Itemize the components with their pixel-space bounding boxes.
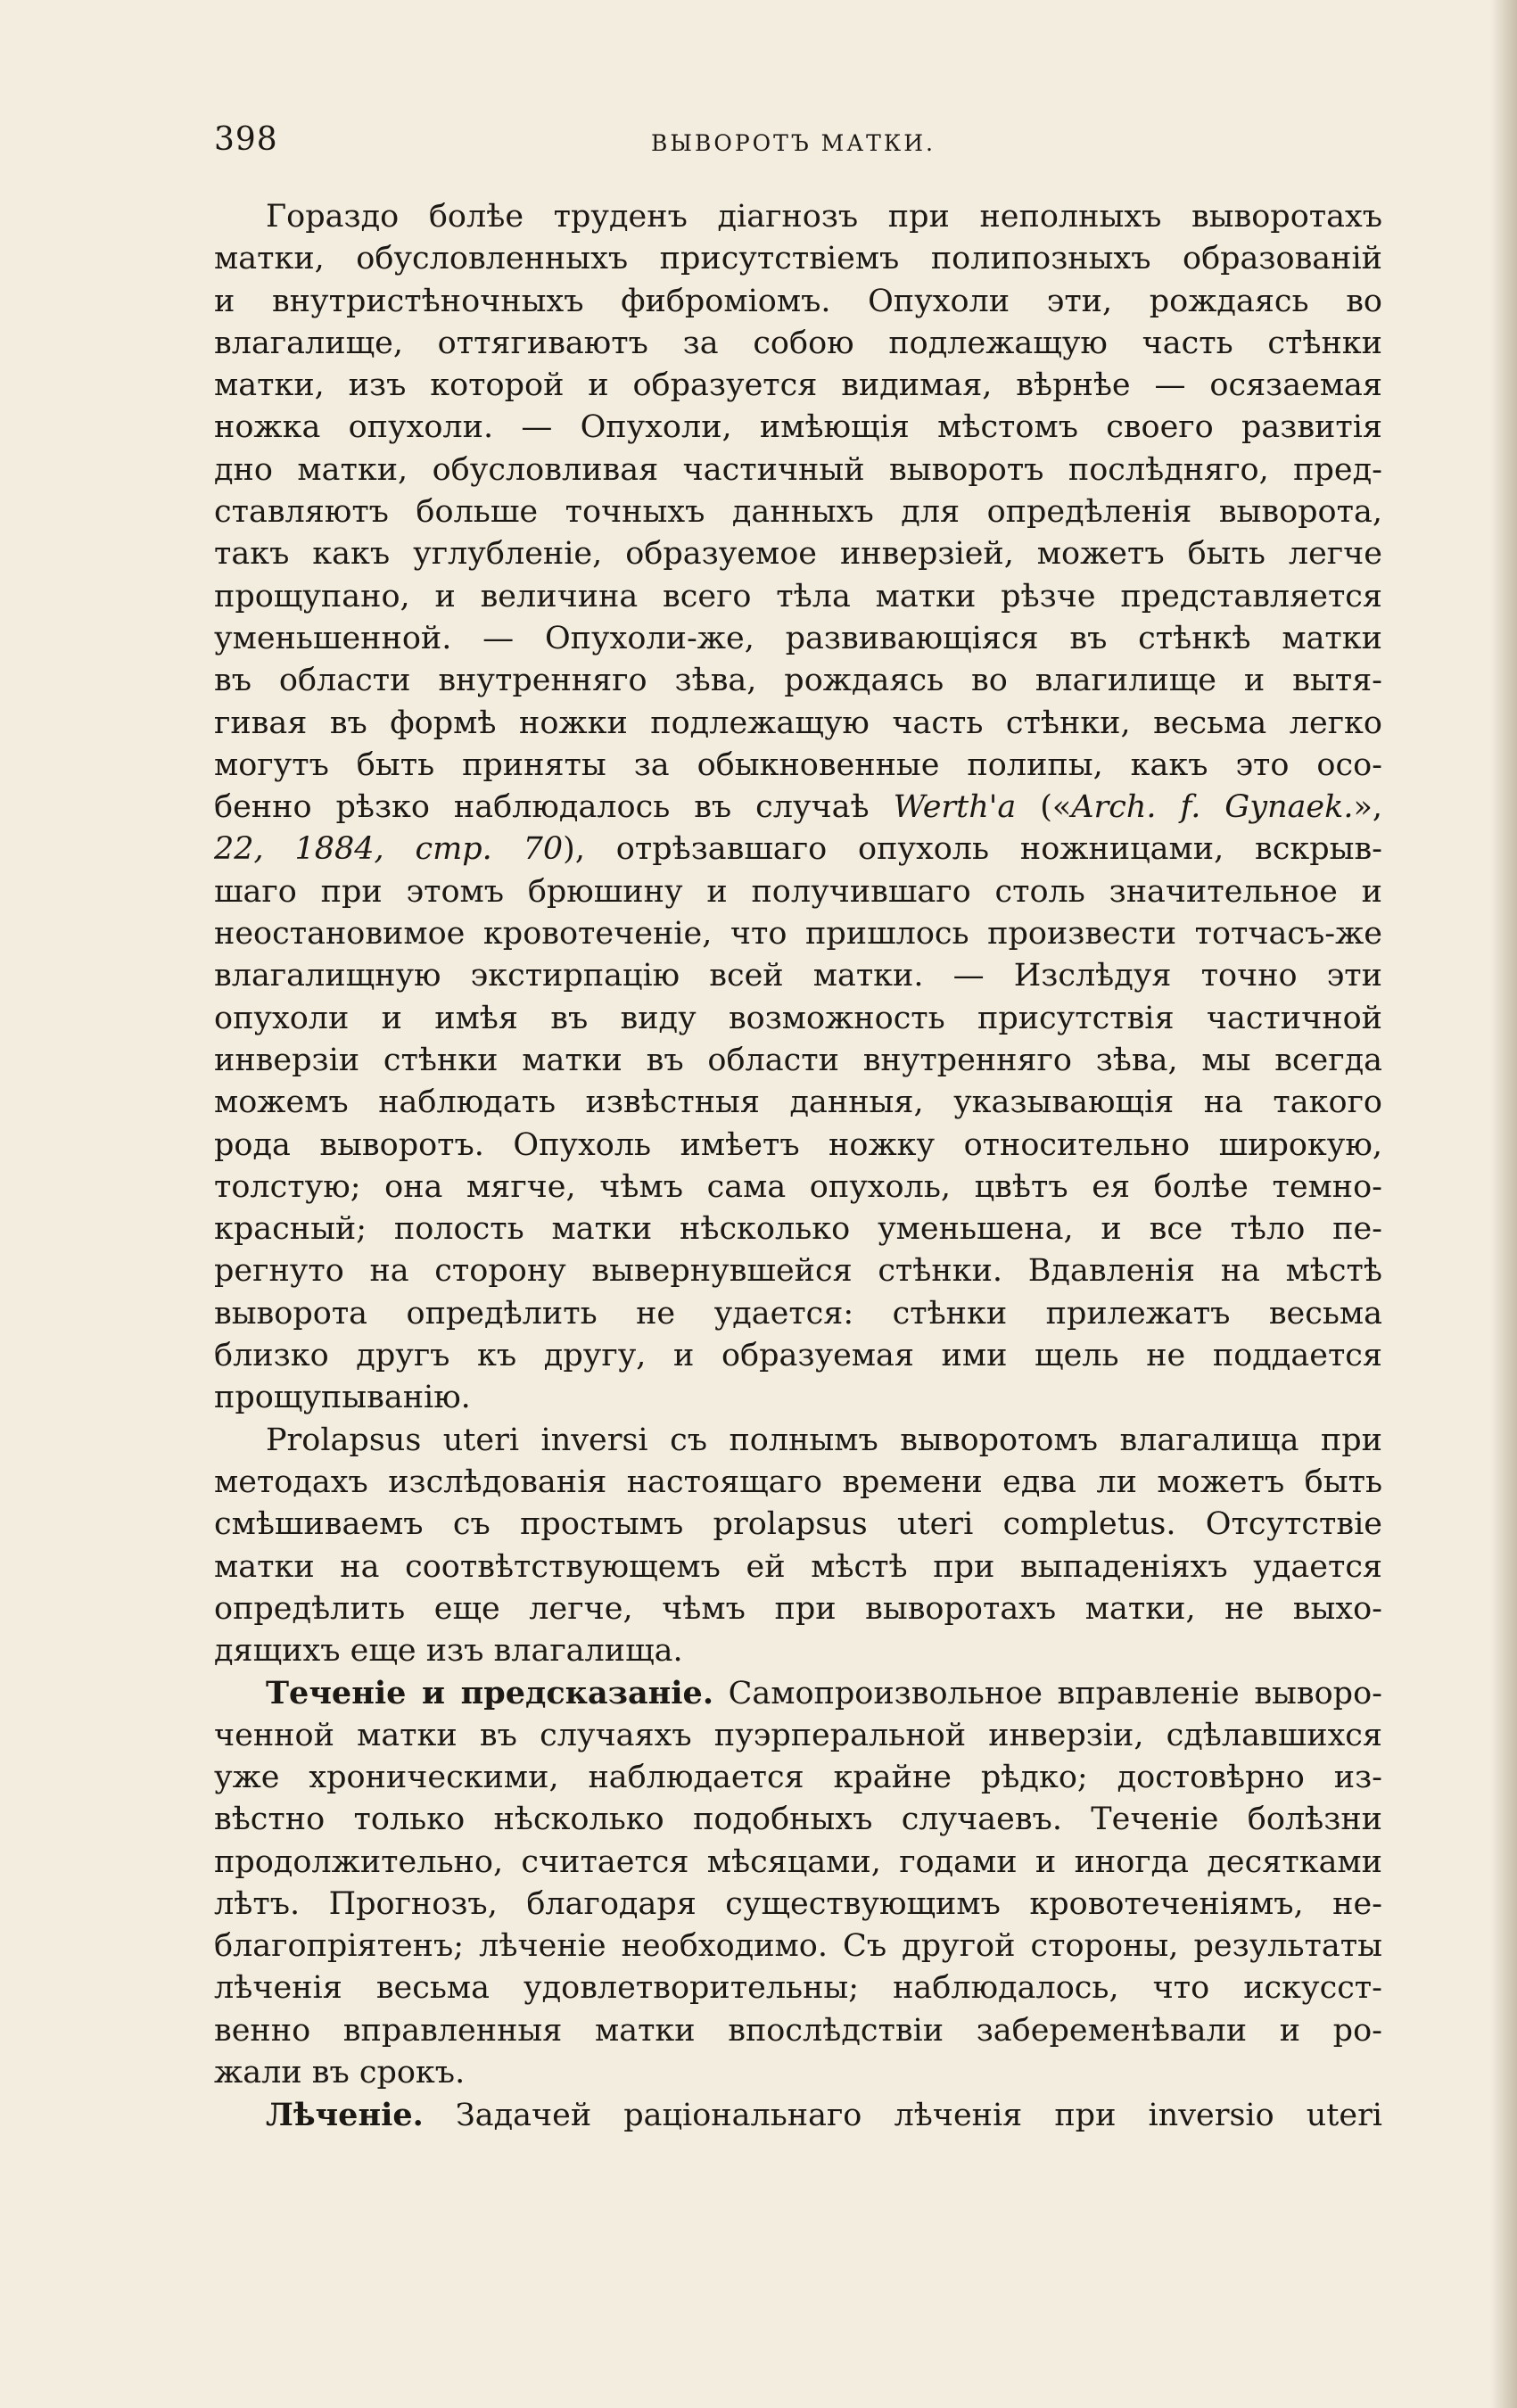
text-line-citation xyxy=(214,787,1382,829)
text-line: въ области внутренняго зѣва, рождаясь во влагилище и вытя- xyxy=(214,663,1382,699)
author-name: Werth'a xyxy=(893,789,1017,826)
text-line: Prolapsus uteri inversi съ полнымъ выворотомъ влагалища при xyxy=(266,1422,1382,1458)
text-line: влагалищную экстирпацію всей матки. — Изслѣдуя точно эти xyxy=(214,958,1382,994)
citation-open: (« xyxy=(1016,789,1072,826)
citation-line-rest: ), отрѣзавшаго опухоль ножницами, вскрыв- xyxy=(563,831,1383,868)
paragraph-start: Самопроизвольное вправленіе вывoро- xyxy=(713,1676,1382,1712)
text-line: жали въ срокъ. xyxy=(214,2055,466,2091)
text-line: инверзіи стѣнки матки въ области внутренняго зѣва, мы всегда xyxy=(214,1042,1382,1078)
citation-close: », xyxy=(1353,789,1382,826)
text-line: методахъ изслѣдованія настоящаго времени едва ли можетъ быть xyxy=(214,1464,1382,1500)
text-line: ставляютъ больше точныхъ данныхъ для опредѣленія выворота, xyxy=(214,494,1382,531)
text-line: можемъ наблюдать извѣстныя данныя, указывающія на такого xyxy=(214,1084,1382,1121)
section-heading-course: Теченіе и предсказаніе. xyxy=(266,1675,713,1712)
text-line: уже хроническими, наблюдается крайне рѣдко; достовѣрно из- xyxy=(214,1759,1382,1795)
text-line: неостановимое кровотеченіе, что пришлось произвести тотчасъ-же xyxy=(214,916,1382,952)
text-line: прощупано, и величина всего тѣла матки рѣзче представляется xyxy=(214,578,1382,614)
text-line: благопріятенъ; лѣченіе необходимо. Съ другой стороны, результаты xyxy=(214,1928,1382,1965)
text-line: влагалище, оттягиваютъ за собою подлежащую часть стѣнки xyxy=(214,325,1382,361)
section-heading-treatment: Лѣченіе. xyxy=(266,2097,424,2134)
page-header xyxy=(214,121,1373,166)
text-line: Гораздо болѣе труденъ діагнозъ при неполныхъ выворотахъ xyxy=(266,199,1382,235)
text-line: дно матки, обусловливая частичный выворотъ послѣдняго, пред- xyxy=(214,451,1382,488)
text-line: вѣстно только нѣсколько подобныхъ случаевъ. Теченіе болѣзни xyxy=(214,1802,1382,1838)
text-line: венно вправленныя матки впослѣдствіи забеременѣвали и ро- xyxy=(214,2012,1382,2049)
text-line: рода выворотъ. Опухоль имѣетъ ножку относительно широкую, xyxy=(214,1126,1382,1163)
text-line-citation-2 xyxy=(214,829,1382,870)
text-line: гивая въ формѣ ножки подлежащую часть стѣнки, весьма легко xyxy=(214,705,1382,741)
text-line: продолжительно, считается мѣсяцами, годами и иногда десятками xyxy=(214,1843,1382,1880)
text-line: матки, обусловленныхъ присутствіемъ полипозныхъ образованій xyxy=(214,241,1382,277)
text-line: шаго при этомъ брюшину и получившаго столь значительное и xyxy=(214,873,1382,910)
text-line: лѣченія весьма удовлетворительны; наблюдалось, что искусст- xyxy=(214,1970,1382,2007)
text-line: уменьшенной. — Опухоли-же, развивающіяся въ стѣнкѣ матки xyxy=(214,620,1382,656)
text-line: и внутристѣночныхъ фибромiомъ. Опухоли эти, рождаясь во xyxy=(214,283,1382,319)
page-number: 398 xyxy=(214,121,278,158)
text-line: лѣтъ. Прогнозъ, благодаря существующимъ кровотеченіямъ, не- xyxy=(214,1885,1382,1922)
text-line: толстую; она мягче, чѣмъ сама опухоль, цвѣтъ ея болѣе темно- xyxy=(214,1168,1382,1205)
body-text xyxy=(214,196,1382,2137)
text-line-heading xyxy=(214,2094,1382,2136)
text-line: дящихъ еще изъ влагалища. xyxy=(214,1633,683,1670)
text-line: ченной матки въ случаяхъ пуэрперальной инверзіи, сдѣлавшихся xyxy=(214,1717,1382,1753)
text-line: регнуто на сторону вывернувшейся стѣнки. Вдавленія на мѣстѣ xyxy=(214,1253,1382,1290)
text-line: выворота опредѣлить не удается: стѣнки прилежатъ весьма xyxy=(214,1295,1382,1332)
text-line: смѣшиваемъ съ простымъ prolapsus uteri completus. Отсутствіе xyxy=(214,1506,1382,1543)
text-line: могутъ быть приняты за обыкновенные полипы, какъ это осо- xyxy=(214,746,1382,783)
text-line-heading xyxy=(214,1672,1382,1714)
journal-name: Arch. f. Gynaek. xyxy=(1071,789,1354,826)
citation-lead-text: бенно рѣзко наблюдалось въ случаѣ xyxy=(214,789,870,826)
text-line: опухоли и имѣя въ виду возможность присутствія частичной xyxy=(214,1000,1382,1036)
text-line: красный; полость матки нѣсколько уменьшена, и все тѣло пе- xyxy=(214,1211,1382,1248)
paragraph-start: Задачей раціональнаго лѣченія при inversio uteri xyxy=(423,2098,1382,2134)
text-line: матки, изъ которой и образуется видимая, вѣрнѣе — осязаемая xyxy=(214,367,1382,404)
text-line: прощупыванію. xyxy=(214,1380,471,1416)
text-line: близко другъ къ другу, и образуемая ими щель не поддается xyxy=(214,1338,1382,1374)
text-line: опредѣлить еще легче, чѣмъ при выворотахъ матки, не выхо- xyxy=(214,1590,1382,1627)
text-line: такъ какъ углубленіе, образуемое инверзіей, можетъ быть легче xyxy=(214,536,1382,573)
text-line: матки на соотвѣтствующемъ ей мѣстѣ при выпаденіяхъ удается xyxy=(214,1548,1382,1585)
page-edge-shadow xyxy=(1490,0,1517,2408)
citation-volume: 22, 1884, стр. 70 xyxy=(214,831,564,868)
text-line: ножка опухоли. — Опухоли, имѣющія мѣстомъ своего развитія xyxy=(214,409,1382,446)
running-title: ВЫВОРОТЪ МАТКИ. xyxy=(651,130,936,156)
